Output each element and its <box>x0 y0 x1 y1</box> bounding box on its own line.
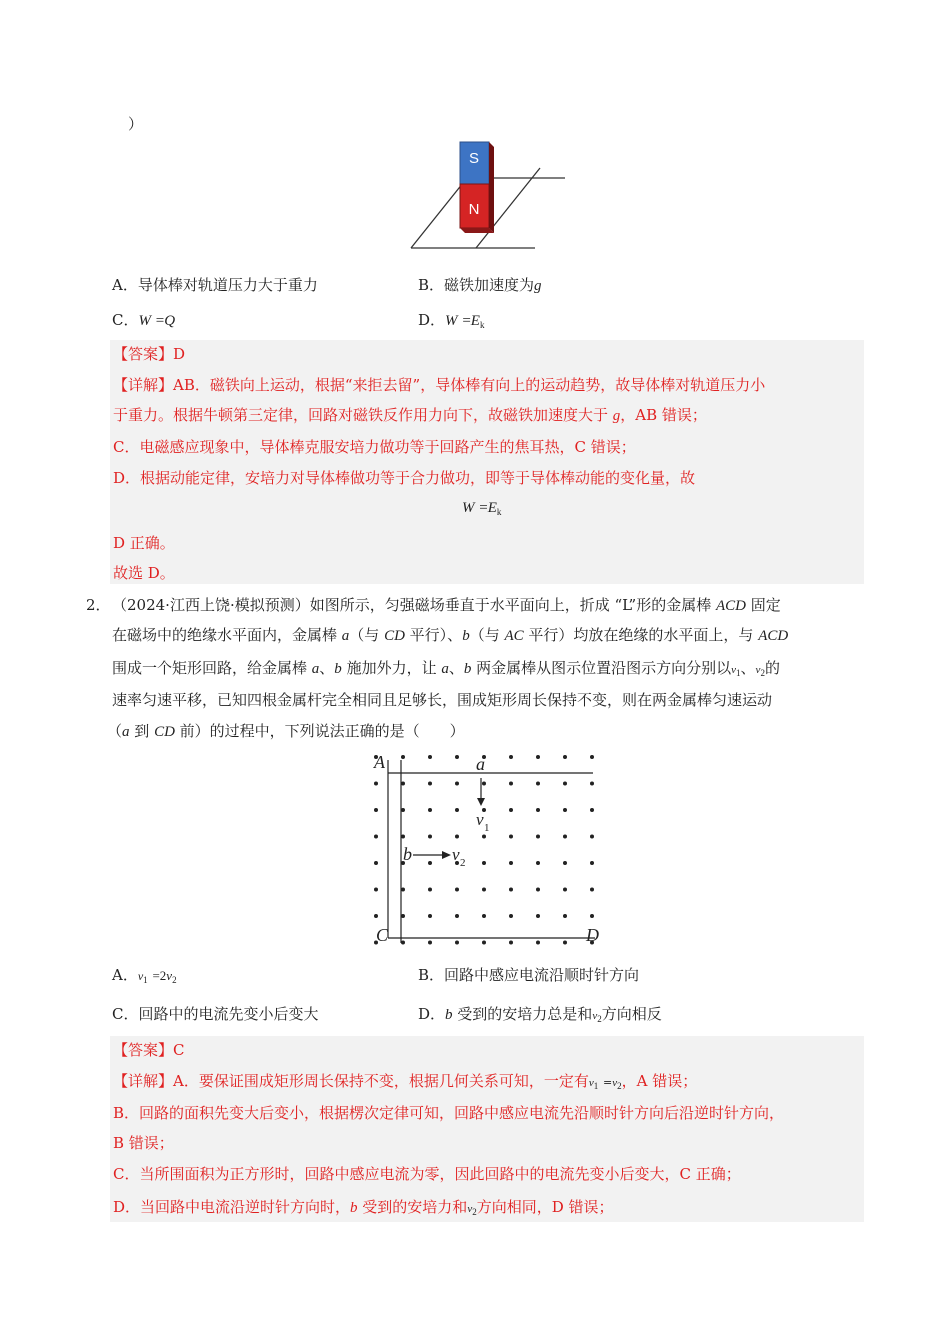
field-dot <box>401 914 405 918</box>
q1-option-b: B．磁铁加速度为g <box>418 276 542 294</box>
q1-answer-key: 【答案】D <box>113 345 186 363</box>
field-dot <box>401 835 405 839</box>
field-dot <box>563 782 567 786</box>
label-D: D <box>586 925 599 945</box>
field-dot <box>482 941 486 945</box>
field-dot <box>428 861 432 865</box>
magnet-side-shade <box>489 142 494 233</box>
q2-stem-line5: （a 到 CD 前）的过程中，下列说法正确的是（ ） <box>107 722 465 740</box>
field-dot <box>428 888 432 892</box>
field-dot <box>590 782 594 786</box>
magnet-s-label: S <box>468 150 480 167</box>
field-dot <box>536 835 540 839</box>
q1-detail-line6: 故选 D。 <box>113 564 175 582</box>
field-dot <box>563 835 567 839</box>
q1-answer-box <box>110 340 864 584</box>
q1-option-a: A．导体棒对轨道压力大于重力 <box>112 276 318 294</box>
field-dot <box>536 914 540 918</box>
label-A: A <box>374 752 385 772</box>
field-dot <box>536 941 540 945</box>
field-dot <box>509 941 513 945</box>
label-a: a <box>476 754 485 774</box>
magnet-n-label: N <box>468 201 480 218</box>
q2-detail-c: C．当所围面积为正方形时，回路中感应电流为零，因此回路中的电流先变小后变大，C 正确； <box>113 1165 741 1183</box>
field-dot <box>428 782 432 786</box>
q2-stem-line3: 围成一个矩形回路，给金属棒 a、b 施加外力，让 a、b 两金属棒从图示位置沿图示方向分别以$v_1$、$v_2$的 <box>112 659 780 678</box>
field-dot <box>374 914 378 918</box>
q1-option-d: D．$W =E_k$ <box>418 311 485 330</box>
field-dot <box>428 835 432 839</box>
q1-detail-line5: D 正确。 <box>113 534 175 552</box>
q1-detail-line4: D．根据动能定律，安培力对导体棒做功等于合力做功，即等于导体棒动能的变化量，故 <box>113 469 696 487</box>
field-dot <box>374 888 378 892</box>
field-dot <box>482 861 486 865</box>
q2-option-d: D．b 受到的安培力总是和$v_2$方向相反 <box>418 1005 662 1024</box>
field-dot <box>563 861 567 865</box>
field-dot <box>563 808 567 812</box>
field-dot <box>374 782 378 786</box>
label-C: C <box>376 925 389 945</box>
field-dot <box>590 888 594 892</box>
q2-stem-line4: 速率匀速平移，已知四根金属杆完全相同且足够长，围成矩形周长保持不变，则在两金属棒匀速运动 <box>112 691 773 709</box>
field-dot <box>428 808 432 812</box>
q1-option-c: C．W =Q <box>112 311 176 329</box>
label-v2: v <box>452 845 460 864</box>
field-dot <box>509 835 513 839</box>
field-dot <box>455 914 459 918</box>
q2-stem-line2: 在磁场中的绝缘水平面内，金属棒 a（与 CD 平行）、b（与 AC 平行）均放在绝缘的水平面上，与 ACD <box>112 626 789 644</box>
q2-detail-d: D．当回路中电流沿逆时针方向时，b 受到的安培力和$v_2$方向相同，D 错误； <box>113 1198 614 1217</box>
field-dot <box>374 861 378 865</box>
field-dot <box>428 914 432 918</box>
field-dot <box>509 782 513 786</box>
field-dot <box>563 755 567 759</box>
field-dot <box>509 914 513 918</box>
q2-option-b: B．回路中感应电流沿顺时针方向 <box>418 966 640 984</box>
field-dot <box>509 888 513 892</box>
field-dot <box>590 755 594 759</box>
field-dot <box>455 808 459 812</box>
field-dot <box>563 914 567 918</box>
field-dot <box>536 755 540 759</box>
label-b: b <box>403 844 412 864</box>
label-v1-sub: 1 <box>484 822 490 834</box>
q1-detail-line3: C．电磁感应现象中，导体棒克服安培力做功等于回路产生的焦耳热，C 错误； <box>113 438 636 456</box>
field-dot <box>401 782 405 786</box>
field-dot <box>590 861 594 865</box>
field-dot <box>455 835 459 839</box>
q1-fragment: ） <box>128 115 144 133</box>
field-dot <box>401 808 405 812</box>
field-dot <box>374 835 378 839</box>
magnet-rail-figure <box>405 138 575 253</box>
field-dot <box>482 914 486 918</box>
field-dot <box>401 941 405 945</box>
q2-detail-b1: B．回路的面积先变大后变小，根据楞次定律可知，回路中感应电流先沿顺时针方向后沿逆时针方向， <box>113 1104 785 1122</box>
field-dot <box>428 941 432 945</box>
field-dot <box>482 782 486 786</box>
field-dot <box>563 941 567 945</box>
magnetic-field-figure <box>365 748 610 953</box>
field-dot <box>590 808 594 812</box>
field-dot <box>482 835 486 839</box>
field-dot <box>536 861 540 865</box>
field-dot <box>455 755 459 759</box>
field-dot <box>374 808 378 812</box>
field-dot <box>590 835 594 839</box>
field-dot <box>536 888 540 892</box>
v2-arrow-head <box>442 851 451 859</box>
v1-arrow-head <box>477 798 485 806</box>
q2-number: 2． <box>86 596 111 614</box>
field-dot <box>509 861 513 865</box>
field-dot <box>536 782 540 786</box>
q2-detail-b2: B 错误； <box>113 1134 174 1152</box>
field-dot <box>455 888 459 892</box>
field-dot <box>509 808 513 812</box>
q2-answer-key: 【答案】C <box>113 1041 185 1059</box>
q2-option-c: C．回路中的电流先变小后变大 <box>112 1005 319 1023</box>
magnet-bottom-shade <box>460 228 494 233</box>
field-dot <box>563 888 567 892</box>
field-dot <box>455 782 459 786</box>
field-dot <box>482 888 486 892</box>
field-dot <box>428 755 432 759</box>
q2-option-a: A．$v_1 =2v_2$ <box>112 966 177 985</box>
q1-detail-line2: 于重力。根据牛顿第三定律，回路对磁铁反作用力向下，故磁铁加速度大于 g，AB 错误； <box>113 406 707 424</box>
field-dot <box>509 755 513 759</box>
q1-formula: $W =E_k$ <box>462 500 502 517</box>
q2-answer-box <box>110 1036 864 1222</box>
field-dot <box>401 888 405 892</box>
q2-stem-line1: （2024·江西上饶·模拟预测）如图所示，匀强磁场垂直于水平面向上，折成 “L”形的金属棒 ACD 固定 <box>112 596 781 614</box>
field-dot <box>455 941 459 945</box>
label-v1: v <box>476 810 484 829</box>
field-dot <box>590 914 594 918</box>
field-dot <box>401 755 405 759</box>
label-v2-sub: 2 <box>460 857 466 869</box>
field-dot <box>536 808 540 812</box>
q2-detail-a: 【详解】A．要保证围成矩形周长保持不变，根据几何关系可知，一定有$v_1 =v_2$，A 错误； <box>113 1072 698 1091</box>
q1-detail-line1: 【详解】AB．磁铁向上运动，根据“来拒去留”，导体棒有向上的运动趋势，故导体棒对轨道压力小 <box>113 376 766 394</box>
